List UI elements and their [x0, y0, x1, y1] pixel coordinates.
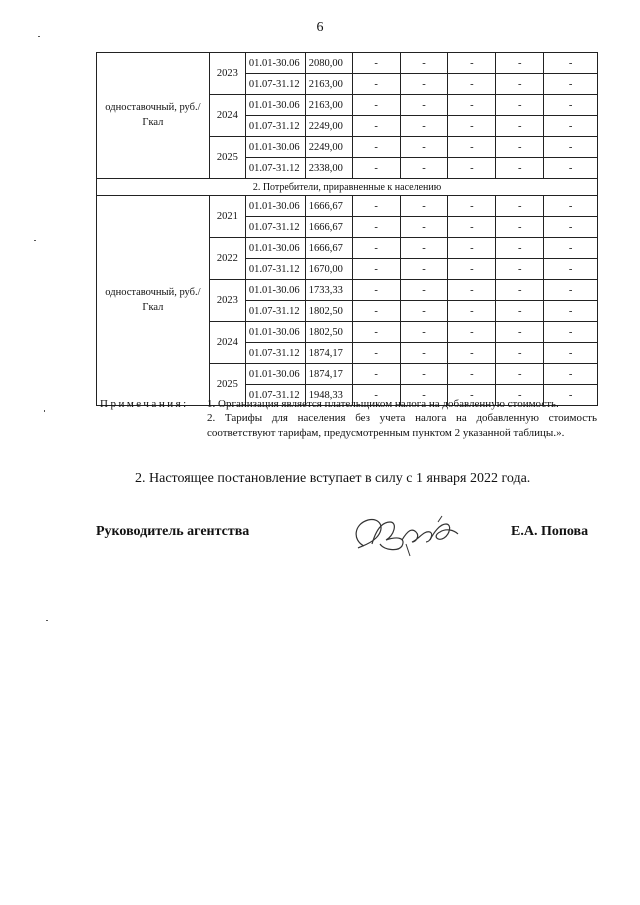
tariff-value-cell: 2338,00 [305, 158, 352, 179]
period-cell: 01.07-31.12 [245, 158, 305, 179]
empty-mark-cell: - [448, 116, 496, 137]
empty-mark-cell: - [352, 137, 400, 158]
empty-mark-cell: - [448, 53, 496, 74]
empty-mark-cell: - [496, 385, 544, 406]
period-cell: 01.07-31.12 [245, 343, 305, 364]
empty-mark-cell: - [352, 280, 400, 301]
table-section-row [97, 179, 598, 196]
empty-mark-cell: - [544, 196, 598, 217]
empty-mark-cell: - [400, 116, 448, 137]
empty-mark-cell: - [352, 322, 400, 343]
note-item: 2. Тарифы для населения без учета налога на добавленную стоимость соответствуют тарифам, предусмотренным пунктом 2 указанной таблицы.». [207, 412, 597, 439]
empty-mark-cell: - [352, 53, 400, 74]
empty-mark-cell: - [496, 238, 544, 259]
empty-mark-cell: - [448, 322, 496, 343]
period-cell: 01.07-31.12 [245, 301, 305, 322]
empty-mark-cell: - [352, 385, 400, 406]
empty-mark-cell: - [544, 301, 598, 322]
year-cell: 2025 [209, 364, 245, 406]
empty-mark-cell: - [400, 74, 448, 95]
empty-mark-cell: - [352, 301, 400, 322]
period-cell: 01.01-30.06 [245, 280, 305, 301]
period-cell: 01.01-30.06 [245, 196, 305, 217]
period-cell: 01.07-31.12 [245, 259, 305, 280]
empty-mark-cell: - [352, 158, 400, 179]
tariff-value-cell: 1733,33 [305, 280, 352, 301]
empty-mark-cell: - [400, 280, 448, 301]
tariff-value-cell: 2163,00 [305, 74, 352, 95]
empty-mark-cell: - [544, 95, 598, 116]
empty-mark-cell: - [400, 95, 448, 116]
empty-mark-cell: - [496, 217, 544, 238]
empty-mark-cell: - [352, 116, 400, 137]
effective-date-clause: 2. Настоящее постановление вступает в силу с 1 января 2022 года. [135, 471, 531, 486]
empty-mark-cell: - [544, 322, 598, 343]
empty-mark-cell: - [544, 364, 598, 385]
tariff-value-cell: 1802,50 [305, 322, 352, 343]
empty-mark-cell: - [400, 196, 448, 217]
empty-mark-cell: - [352, 343, 400, 364]
section-title: 2. Потребители, приравненные к населению [97, 179, 598, 196]
empty-mark-cell: - [544, 217, 598, 238]
period-cell: 01.01-30.06 [245, 322, 305, 343]
empty-mark-cell: - [448, 301, 496, 322]
signatory-title: Руководитель агентства [96, 524, 250, 539]
empty-mark-cell: - [544, 116, 598, 137]
empty-mark-cell: - [400, 322, 448, 343]
empty-mark-cell: - [544, 74, 598, 95]
table-row [97, 53, 598, 74]
year-cell: 2024 [209, 322, 245, 364]
year-cell: 2021 [209, 196, 245, 238]
page-number: 6 [316, 20, 324, 35]
empty-mark-cell: - [544, 280, 598, 301]
empty-mark-cell: - [496, 196, 544, 217]
year-cell: 2023 [209, 53, 245, 95]
empty-mark-cell: - [448, 137, 496, 158]
period-cell: 01.07-31.12 [245, 74, 305, 95]
empty-mark-cell: - [400, 158, 448, 179]
empty-mark-cell: - [496, 53, 544, 74]
empty-mark-cell: - [400, 53, 448, 74]
empty-mark-cell: - [448, 238, 496, 259]
empty-mark-cell: - [352, 238, 400, 259]
empty-mark-cell: - [496, 364, 544, 385]
tariff-value-cell: 1666,67 [305, 217, 352, 238]
empty-mark-cell: - [496, 322, 544, 343]
rate-type-label: одноставочный, руб./Гкал [97, 53, 210, 179]
empty-mark-cell: - [544, 53, 598, 74]
period-cell: 01.01-30.06 [245, 95, 305, 116]
signatory-name: Е.А. Попова [511, 524, 589, 539]
tariff-value-cell: 2249,00 [305, 137, 352, 158]
tariff-value-cell: 1666,67 [305, 196, 352, 217]
tariff-value-cell: 1670,00 [305, 259, 352, 280]
empty-mark-cell: - [352, 364, 400, 385]
notes-label: Примечания: [100, 398, 189, 410]
empty-mark-cell: - [496, 343, 544, 364]
tariff-value-cell: 1874,17 [305, 343, 352, 364]
empty-mark-cell: - [352, 259, 400, 280]
empty-mark-cell: - [544, 259, 598, 280]
empty-mark-cell: - [400, 364, 448, 385]
empty-mark-cell: - [544, 137, 598, 158]
tariff-value-cell: 2249,00 [305, 116, 352, 137]
tariff-value-cell: 1666,67 [305, 238, 352, 259]
period-cell: 01.07-31.12 [245, 385, 305, 406]
tariff-value-cell: 1948,33 [305, 385, 352, 406]
empty-mark-cell: - [400, 301, 448, 322]
note-item: 1. Организация является плательщиком налога на добавленную стоимость. [207, 398, 559, 410]
empty-mark-cell: - [496, 137, 544, 158]
empty-mark-cell: - [448, 95, 496, 116]
period-cell: 01.01-30.06 [245, 238, 305, 259]
empty-mark-cell: - [496, 280, 544, 301]
empty-mark-cell: - [400, 238, 448, 259]
empty-mark-cell: - [496, 95, 544, 116]
period-cell: 01.07-31.12 [245, 217, 305, 238]
empty-mark-cell: - [400, 385, 448, 406]
empty-mark-cell: - [448, 74, 496, 95]
empty-mark-cell: - [544, 238, 598, 259]
empty-mark-cell: - [400, 137, 448, 158]
period-cell: 01.01-30.06 [245, 364, 305, 385]
empty-mark-cell: - [448, 217, 496, 238]
scan-speck [34, 240, 36, 241]
scan-speck [38, 36, 40, 37]
empty-mark-cell: - [400, 343, 448, 364]
year-cell: 2023 [209, 280, 245, 322]
empty-mark-cell: - [352, 74, 400, 95]
scan-speck [44, 410, 45, 412]
empty-mark-cell: - [448, 385, 496, 406]
empty-mark-cell: - [352, 95, 400, 116]
empty-mark-cell: - [544, 343, 598, 364]
notes-body [207, 397, 597, 440]
rate-type-label: одноставочный, руб./Гкал [97, 196, 210, 406]
empty-mark-cell: - [496, 259, 544, 280]
table-row [97, 196, 598, 217]
empty-mark-cell: - [352, 196, 400, 217]
empty-mark-cell: - [496, 158, 544, 179]
tariff-value-cell: 2080,00 [305, 53, 352, 74]
period-cell: 01.01-30.06 [245, 53, 305, 74]
empty-mark-cell: - [448, 280, 496, 301]
empty-mark-cell: - [400, 217, 448, 238]
empty-mark-cell: - [352, 217, 400, 238]
empty-mark-cell: - [496, 301, 544, 322]
period-cell: 01.07-31.12 [245, 116, 305, 137]
empty-mark-cell: - [448, 196, 496, 217]
tariff-value-cell: 1802,50 [305, 301, 352, 322]
empty-mark-cell: - [544, 158, 598, 179]
empty-mark-cell: - [448, 343, 496, 364]
tariff-value-cell: 2163,00 [305, 95, 352, 116]
year-cell: 2024 [209, 95, 245, 137]
handwritten-signature [346, 510, 466, 560]
empty-mark-cell: - [496, 116, 544, 137]
tariff-table [96, 52, 598, 406]
empty-mark-cell: - [544, 385, 598, 406]
empty-mark-cell: - [400, 259, 448, 280]
empty-mark-cell: - [448, 364, 496, 385]
tariff-value-cell: 1874,17 [305, 364, 352, 385]
scan-speck [46, 620, 48, 621]
empty-mark-cell: - [448, 158, 496, 179]
period-cell: 01.01-30.06 [245, 137, 305, 158]
empty-mark-cell: - [496, 74, 544, 95]
year-cell: 2022 [209, 238, 245, 280]
empty-mark-cell: - [448, 259, 496, 280]
year-cell: 2025 [209, 137, 245, 179]
